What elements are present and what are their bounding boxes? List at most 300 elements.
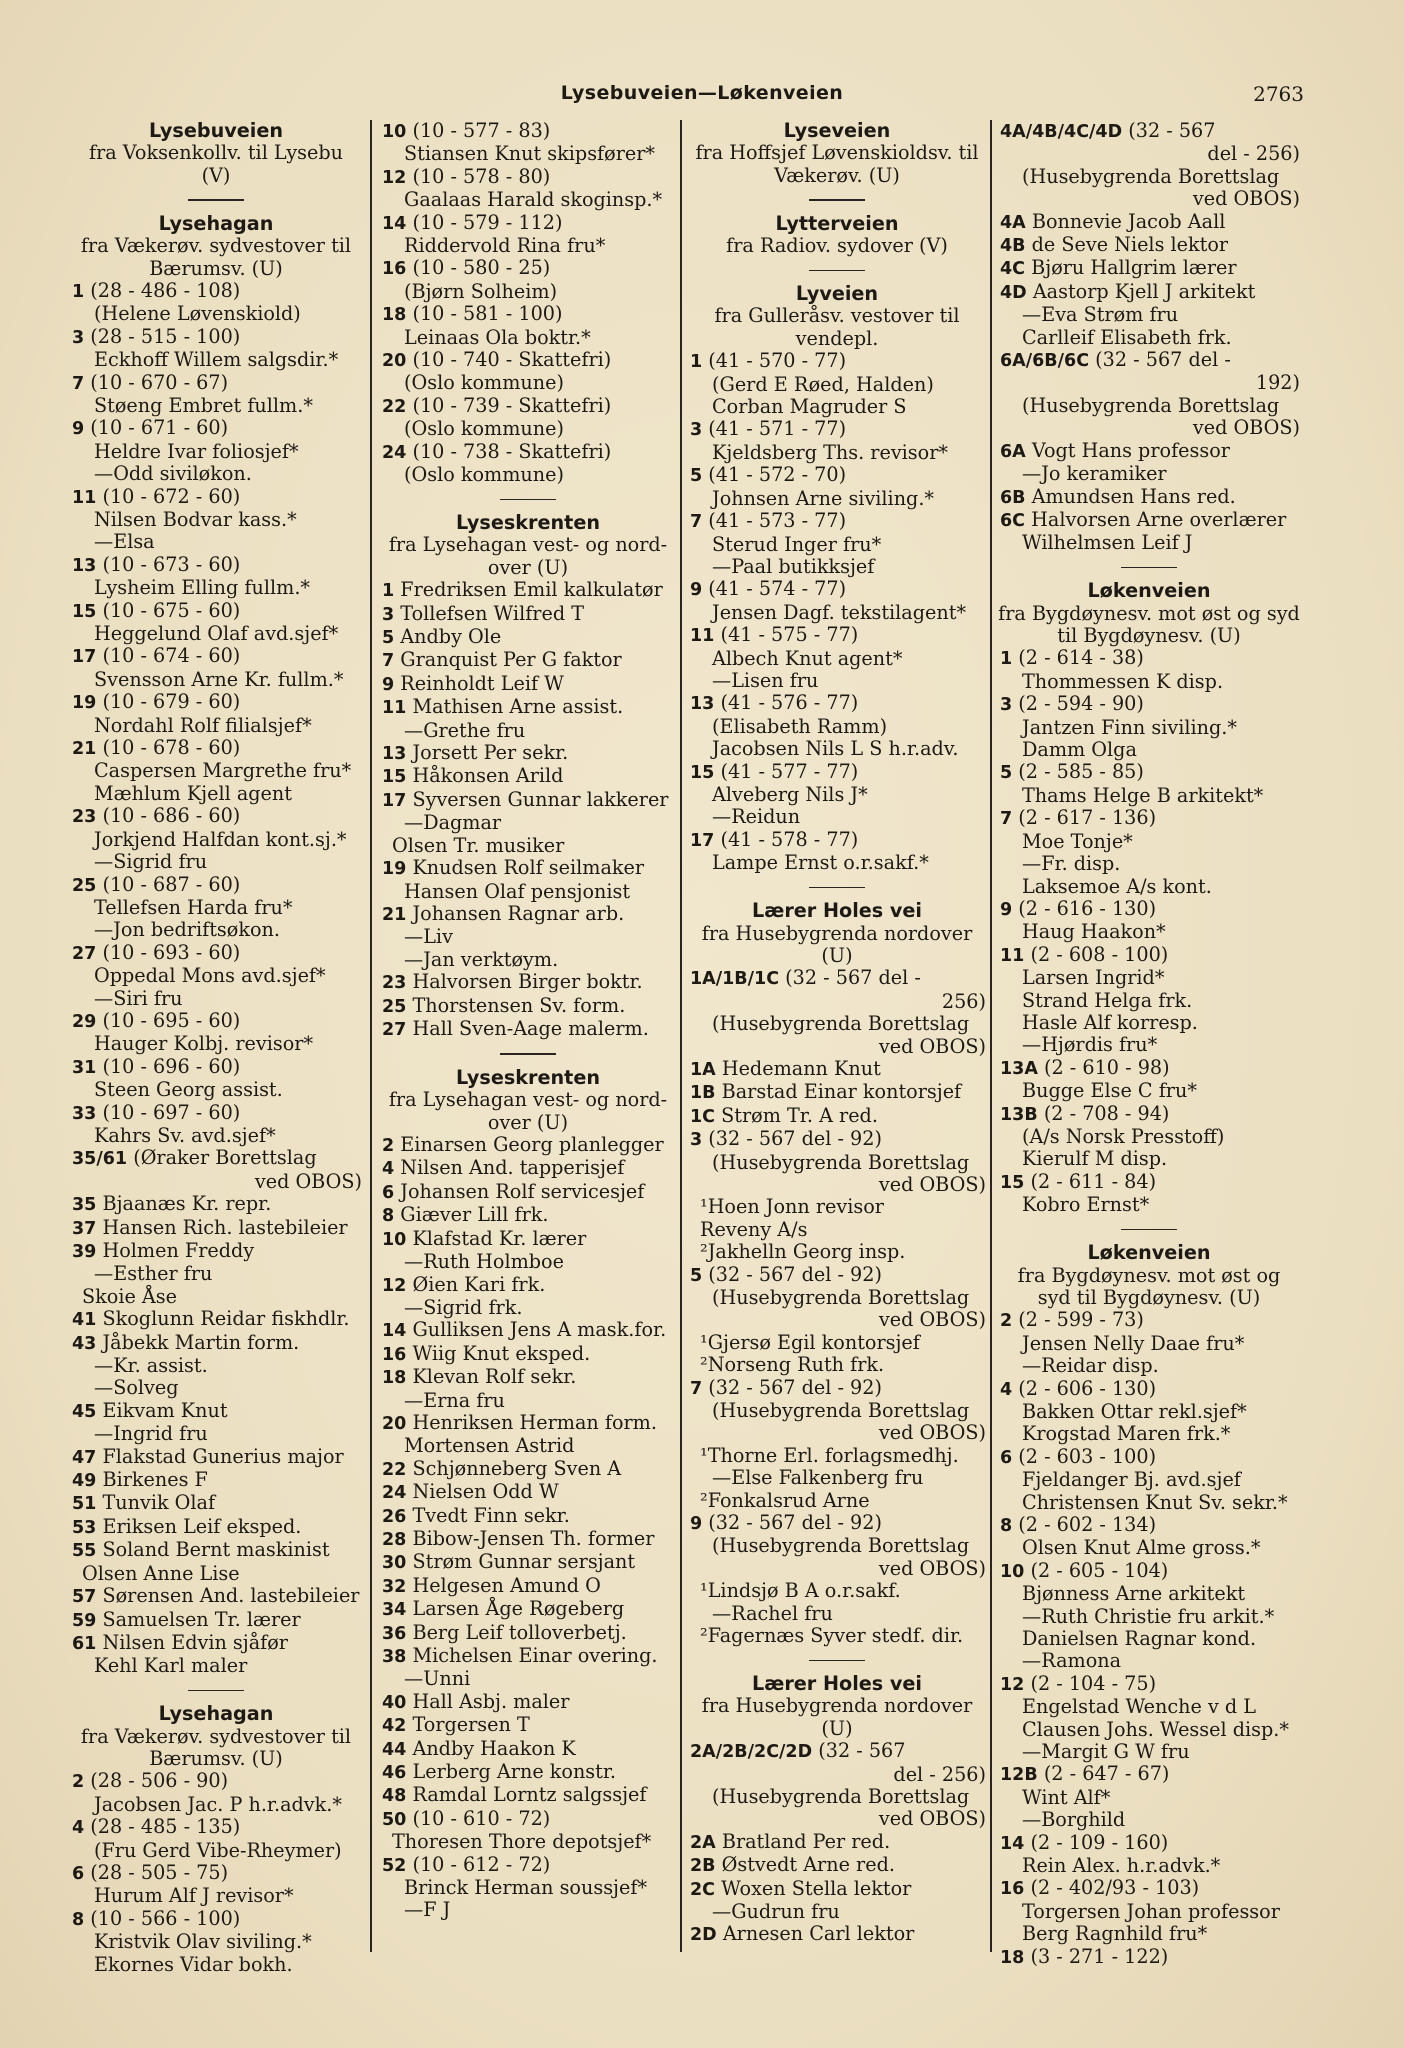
directory-entry xyxy=(994,1832,1304,1855)
street-description: Vækerøv. (U) xyxy=(774,163,900,187)
entry-text: Helgesen Amund O xyxy=(412,1573,601,1597)
entry-text: (Husebygrenda Borettslag xyxy=(712,1012,970,1036)
entry-text: —Ruth Holmboe xyxy=(404,1250,564,1274)
directory-entry xyxy=(994,785,1304,807)
entry-text: ²Norseng Ruth frk. xyxy=(700,1353,885,1377)
entry-text: Sterud Inger fru* xyxy=(712,532,882,556)
entry-text: (Fru Gerd Vibe-Rheymer) xyxy=(94,1838,342,1862)
entry-text: (2 - 610 - 98) xyxy=(1044,1055,1170,1079)
entry-text: Christensen Knut Sv. sekr.* xyxy=(1022,1490,1288,1514)
street-description: (U) xyxy=(821,943,853,967)
entry-text: (2 - 402/93 - 103) xyxy=(1030,1876,1200,1900)
entry-text: (2 - 104 - 75) xyxy=(1030,1671,1157,1695)
directory-entry xyxy=(66,1446,366,1469)
directory-entry xyxy=(66,1632,366,1655)
directory-entry xyxy=(66,509,366,531)
directory-entry xyxy=(66,1079,366,1101)
directory-entry xyxy=(994,990,1304,1012)
directory-entry xyxy=(994,395,1304,417)
directory-entry xyxy=(66,1885,366,1907)
entry-text: (10 - 673 - 60) xyxy=(102,552,241,576)
directory-entry xyxy=(66,1308,366,1331)
street-block xyxy=(684,199,990,257)
entry-text: Andby Haakon K xyxy=(412,1736,576,1760)
entry-text: Olsen Anne Lise xyxy=(82,1561,240,1585)
house-number: 2B xyxy=(690,1856,716,1877)
directory-entry xyxy=(684,1901,990,1923)
entry-text: (10 - 697 - 60) xyxy=(102,1100,241,1124)
directory-entry xyxy=(66,1125,366,1147)
directory-entry xyxy=(684,374,990,396)
directory-entry xyxy=(66,372,366,395)
house-number: 4A/4B/4C/4D xyxy=(1000,122,1123,142)
directory-entry xyxy=(684,1152,990,1174)
entry-text: (10 - 612 - 72) xyxy=(412,1852,551,1876)
directory-entry xyxy=(376,857,680,880)
entry-text: (Husebygrenda Borettslag xyxy=(712,1399,970,1423)
directory-entry xyxy=(66,1840,366,1862)
street-description: fra Lysehagan vest- og nord- xyxy=(388,1088,668,1112)
directory-entry xyxy=(376,1412,680,1435)
entry-text: Jensen Dagf. tekstilagent* xyxy=(712,600,967,624)
street-description: Bærumsv. (U) xyxy=(149,1747,283,1771)
section-separator xyxy=(1121,1229,1177,1231)
directory-entry xyxy=(994,1741,1304,1763)
section-separator xyxy=(500,499,556,501)
entry-text: Granquist Per G faktor xyxy=(400,648,622,672)
directory-entry xyxy=(994,807,1304,830)
directory-entry xyxy=(376,995,680,1018)
house-number: 12 xyxy=(1000,1674,1025,1695)
entry-text: Jåbekk Martin form. xyxy=(102,1330,300,1354)
directory-entry xyxy=(376,212,680,235)
street-heading: Lyseskrenten xyxy=(455,1065,601,1089)
entry-text: Torgersen T xyxy=(412,1713,530,1737)
directory-entry xyxy=(66,1400,366,1423)
directory-entry xyxy=(376,1831,680,1853)
entry-text: Tellefsen Harda fru* xyxy=(94,895,293,919)
directory-entry xyxy=(376,1481,680,1504)
directory-entry xyxy=(684,556,990,578)
street-block xyxy=(66,1690,366,1976)
directory-entry xyxy=(376,673,680,696)
running-title: Lysebuveien—Løkenveien xyxy=(560,82,844,104)
directory-entry xyxy=(66,577,366,599)
directory-entry xyxy=(66,486,366,509)
entry-text: —Odd siviløkon. xyxy=(94,462,252,486)
entry-text: Støeng Embret fullm.* xyxy=(94,393,313,417)
directory-entry xyxy=(376,603,680,626)
house-number: 18 xyxy=(1000,1947,1025,1968)
directory-entry xyxy=(376,235,680,257)
entry-text: Svensson Arne Kr. fullm.* xyxy=(94,667,344,691)
entry-text: Moe Tonje* xyxy=(1022,829,1133,853)
entry-text: Berg Ragnhild fru* xyxy=(1022,1922,1208,1946)
directory-entry xyxy=(66,417,366,440)
entry-text: Bugge Else C fru* xyxy=(1022,1079,1197,1103)
directory-entry xyxy=(684,1923,990,1946)
directory-entry xyxy=(66,1794,366,1816)
directory-entry xyxy=(376,1854,680,1877)
house-number: 25 xyxy=(382,996,407,1017)
house-number: 10 xyxy=(382,1229,407,1250)
entry-text: (Oslo kommune) xyxy=(404,463,564,487)
entry-text: —Sigrid frk. xyxy=(404,1295,523,1319)
entry-text: Steen Georg assist. xyxy=(94,1078,283,1102)
house-number: 12B xyxy=(1000,1765,1038,1786)
entry-text: (28 - 505 - 75) xyxy=(90,1861,229,1885)
directory-entry xyxy=(684,1580,990,1602)
house-number: 1 xyxy=(1000,649,1013,670)
house-number: 3 xyxy=(382,604,395,625)
entry-text: ¹Gjersø Egil kontorsjef xyxy=(700,1330,920,1354)
house-number: 31 xyxy=(72,1057,97,1078)
directory-entry xyxy=(376,1181,680,1204)
house-number: 37 xyxy=(72,1218,97,1239)
entry-text: Kahrs Sv. avd.sjef* xyxy=(94,1123,276,1147)
entry-text: Lerberg Arne konstr. xyxy=(412,1760,617,1784)
directory-entry xyxy=(376,1598,680,1621)
entry-text: ved OBOS) xyxy=(878,1807,986,1831)
house-number: 24 xyxy=(382,442,407,463)
directory-entry xyxy=(66,1377,366,1399)
entry-text: Danielsen Ragnar kond. xyxy=(1022,1627,1257,1650)
directory-entry xyxy=(994,1673,1304,1696)
directory-entry xyxy=(66,874,366,897)
street-heading: Lytterveien xyxy=(775,211,899,235)
entry-text: (Elisabeth Ramm) xyxy=(712,714,888,738)
directory-entry xyxy=(994,1171,1304,1194)
house-number: 45 xyxy=(72,1401,97,1422)
directory-entry xyxy=(994,853,1304,875)
directory-entry xyxy=(66,737,366,760)
directory-entry xyxy=(66,1033,366,1055)
entry-text: (41 - 572 - 70) xyxy=(708,463,847,487)
directory-entry xyxy=(66,669,366,691)
entry-text: Nordahl Rolf filialsjef* xyxy=(94,713,312,737)
house-number: 15 xyxy=(690,762,715,783)
house-number: 14 xyxy=(382,213,407,234)
house-number: 6A/6B/6C xyxy=(1000,351,1090,372)
directory-entry xyxy=(994,1877,1304,1900)
directory-entry xyxy=(376,1714,680,1737)
house-number: 9 xyxy=(690,580,703,601)
directory-entry xyxy=(684,418,990,441)
directory-entry xyxy=(684,1625,990,1647)
entry-text: Einarsen Georg planlegger xyxy=(400,1133,664,1157)
street-description: vendepl. xyxy=(795,326,879,350)
entry-text: Bjøru Hallgrim lærer xyxy=(1031,256,1237,280)
directory-entry xyxy=(66,395,366,417)
directory-entry xyxy=(376,696,680,719)
directory-entry xyxy=(376,281,680,303)
directory-entry xyxy=(66,919,366,941)
house-number: 20 xyxy=(382,351,407,372)
entry-text: —Else Falkenberg fru xyxy=(712,1466,924,1490)
house-number: 11 xyxy=(690,626,715,647)
directory-entry xyxy=(994,1719,1304,1741)
house-number: 16 xyxy=(1000,1879,1025,1900)
house-number: 8 xyxy=(72,1909,85,1930)
directory-entry xyxy=(66,760,366,782)
entry-text: Reinholdt Leif W xyxy=(400,671,564,695)
entry-text: Caspersen Margrethe fru* xyxy=(94,759,352,783)
directory-entry xyxy=(684,602,990,624)
page-number: 2763 xyxy=(1253,82,1304,106)
entry-text: (41 - 570 - 77) xyxy=(708,349,847,373)
entry-text: Strand Helga frk. xyxy=(1022,988,1193,1012)
entry-text: ¹Lindsjø B A o.r.sakf. xyxy=(700,1579,901,1603)
directory-entry xyxy=(66,805,366,828)
house-number: 14 xyxy=(382,1321,407,1342)
street-block xyxy=(66,120,366,187)
directory-entry xyxy=(66,554,366,577)
directory-entry xyxy=(994,1492,1304,1514)
house-number: 15 xyxy=(72,601,97,622)
street-heading: Lyveien xyxy=(795,282,879,306)
house-number: 39 xyxy=(72,1242,97,1262)
entry-text: Soland Bernt maskinist xyxy=(102,1538,330,1562)
directory-entry xyxy=(994,1401,1304,1423)
directory-entry xyxy=(66,1862,366,1885)
entry-text: Halvorsen Arne overlærer xyxy=(1031,507,1287,531)
directory-entry xyxy=(994,1333,1304,1355)
house-number: 44 xyxy=(382,1739,407,1760)
entry-text: Kehl Karl maler xyxy=(94,1654,248,1678)
directory-entry xyxy=(994,1034,1304,1056)
entry-text: Henriksen Herman form. xyxy=(412,1410,657,1434)
directory-entry xyxy=(994,257,1304,280)
directory-entry xyxy=(66,645,366,668)
entry-text: Jacobsen Nils L S h.r.adv. xyxy=(712,737,959,761)
entry-text: (41 - 571 - 77) xyxy=(708,417,847,441)
house-number: 15 xyxy=(1000,1172,1025,1193)
directory-entry xyxy=(994,647,1304,670)
directory-entry xyxy=(376,1134,680,1157)
directory-entry xyxy=(684,829,990,852)
house-number: 22 xyxy=(382,1459,407,1480)
house-number: 7 xyxy=(72,373,85,394)
directory-entry xyxy=(684,806,990,828)
entry-text: Hall Sven-Aage malerm. xyxy=(412,1016,649,1040)
entry-text: —Solveg xyxy=(94,1376,179,1400)
column-4 xyxy=(994,119,1304,1968)
entry-text: (10 - 577 - 83) xyxy=(412,119,551,142)
entry-text: Ramdal Lorntz salgssjef xyxy=(412,1783,647,1807)
directory-entry xyxy=(994,1126,1304,1148)
entry-text: Knudsen Rolf seilmaker xyxy=(412,856,645,880)
entry-text: (10 - 739 - Skattefri) xyxy=(412,393,612,417)
street-block xyxy=(376,120,680,487)
house-number: 22 xyxy=(382,396,407,417)
house-number: 2D xyxy=(690,1925,717,1946)
house-number: 16 xyxy=(382,1344,407,1365)
street-description: fra Lysehagan vest- og nord- xyxy=(388,533,668,557)
house-number: 13A xyxy=(1000,1058,1038,1079)
entry-text: ved OBOS) xyxy=(1192,416,1300,440)
house-number: 43 xyxy=(72,1333,97,1354)
directory-entry xyxy=(376,1274,680,1297)
entry-text: Eckhoff Willem salgsdir.* xyxy=(94,348,339,372)
directory-entry xyxy=(66,1908,366,1931)
entry-text: —Dagmar xyxy=(404,811,502,835)
directory-entry xyxy=(684,1831,990,1854)
entry-text: (10 - 671 - 60) xyxy=(90,416,229,440)
entry-text: Syversen Gunnar lakkerer xyxy=(412,787,669,811)
house-number: 61 xyxy=(72,1633,97,1654)
directory-entry xyxy=(684,1219,990,1241)
house-number: 11 xyxy=(1000,945,1025,966)
house-number: 6 xyxy=(72,1864,85,1885)
entry-text: ved OBOS) xyxy=(1192,187,1300,211)
house-number: 13 xyxy=(690,694,715,715)
directory-entry xyxy=(376,464,680,486)
directory-entry xyxy=(684,1445,990,1467)
section-separator xyxy=(500,1053,556,1055)
house-number: 6B xyxy=(1000,487,1026,508)
directory-entry xyxy=(376,1738,680,1761)
house-number: 4C xyxy=(1000,259,1026,280)
directory-entry xyxy=(994,440,1304,463)
directory-entry xyxy=(66,349,366,371)
directory-entry xyxy=(994,234,1304,257)
house-number: 33 xyxy=(72,1103,97,1124)
directory-entry xyxy=(994,304,1304,326)
entry-text: Bonnevie Jacob Aall xyxy=(1031,209,1226,233)
section-separator xyxy=(809,270,865,272)
entry-text: Øien Kari frk. xyxy=(412,1272,546,1296)
house-number: 21 xyxy=(382,904,407,925)
directory-entry xyxy=(994,120,1304,143)
entry-text: ²Fagernæs Syver stedf. dir. xyxy=(700,1624,964,1648)
entry-text: (2 - 606 - 130) xyxy=(1018,1376,1157,1400)
house-number: 1C xyxy=(690,1106,716,1127)
entry-text: Olsen Knut Alme gross.* xyxy=(1022,1536,1261,1560)
directory-entry xyxy=(376,1505,680,1528)
directory-entry xyxy=(66,1240,366,1263)
column-2 xyxy=(376,120,680,1950)
directory-entry xyxy=(684,1287,990,1309)
entry-text: —Paal butikksjef xyxy=(712,554,875,578)
entry-text: (10 - 693 - 60) xyxy=(102,940,241,964)
entry-text: —Esther fru xyxy=(94,1262,213,1286)
entry-text: Amundsen Hans red. xyxy=(1031,484,1236,508)
house-number: 13 xyxy=(382,744,407,765)
entry-text: Eikvam Knut xyxy=(102,1398,228,1422)
entry-text: Hedemann Knut xyxy=(721,1056,881,1080)
directory-entry xyxy=(66,1102,366,1125)
directory-entry xyxy=(994,1583,1304,1605)
entry-text: —Borghild xyxy=(1022,1808,1126,1832)
entry-text: Halvorsen Birger boktr. xyxy=(412,970,643,994)
entry-text: (Husebygrenda Borettslag xyxy=(712,1534,970,1558)
house-number: 4D xyxy=(1000,282,1027,303)
directory-entry xyxy=(684,350,990,373)
directory-entry xyxy=(66,783,366,805)
entry-text: (2 - 605 - 104) xyxy=(1030,1558,1169,1582)
house-number: 2A xyxy=(690,1832,716,1853)
entry-text: —Gudrun fru xyxy=(712,1900,840,1924)
entry-text: (10 - 610 - 72) xyxy=(412,1806,551,1830)
house-number: 4 xyxy=(382,1159,395,1180)
street-heading: Lærer Holes vei xyxy=(752,1672,922,1695)
entry-text: (10 - 580 - 25) xyxy=(412,256,551,280)
entry-text: (Bjørn Solheim) xyxy=(404,279,558,303)
entry-text: Gulliksen Jens A mask.for. xyxy=(412,1318,667,1342)
directory-entry xyxy=(376,626,680,649)
directory-entry xyxy=(376,1458,680,1481)
entry-text: del - 256) xyxy=(1207,142,1300,166)
entry-text: Mæhlum Kjell agent xyxy=(94,781,292,805)
entry-text: (10 - 670 - 67) xyxy=(90,370,229,394)
street-description: syd til Bygdøynesv. (U) xyxy=(1037,1285,1261,1309)
directory-entry xyxy=(684,1332,990,1354)
entry-text: Johansen Ragnar arb. xyxy=(412,901,625,925)
entry-text: Larsen Ingrid* xyxy=(1022,966,1165,990)
house-number: 3 xyxy=(690,1130,703,1151)
street-description: (V) xyxy=(201,163,231,187)
entry-text: (10 - 566 - 100) xyxy=(90,1906,241,1930)
house-number: 2A/2B/2C/2D xyxy=(690,1742,813,1763)
entry-text: —Ruth Christie fru arkit.* xyxy=(1022,1604,1275,1628)
directory-entry xyxy=(66,715,366,737)
entry-text: Nilsen Bodvar kass.* xyxy=(94,508,297,531)
directory-entry xyxy=(994,349,1304,372)
entry-text: Nilsen And. tapperisjef xyxy=(400,1156,625,1180)
house-number: 28 xyxy=(382,1529,407,1550)
entry-text: ¹Hoen Jonn revisor xyxy=(700,1195,884,1219)
entry-text: (28 - 515 - 100) xyxy=(90,324,241,348)
entry-text: Sørensen And. lastebileier xyxy=(102,1584,360,1608)
entry-text: Jensen Nelly Daae fru* xyxy=(1022,1331,1245,1355)
directory-entry xyxy=(66,1539,366,1562)
entry-text: —Lisen fru xyxy=(712,668,819,692)
house-number: 7 xyxy=(382,651,395,672)
entry-text: —Jon bedriftsøkon. xyxy=(94,918,280,942)
directory-entry xyxy=(376,1297,680,1319)
directory-entry xyxy=(66,1171,366,1193)
directory-entry xyxy=(66,280,366,303)
house-number: 3 xyxy=(72,327,85,348)
entry-text: (32 - 567 del - 92) xyxy=(708,1262,882,1286)
entry-text: (2 - 617 - 136) xyxy=(1018,806,1157,830)
directory-entry xyxy=(994,876,1304,898)
street-description: fra Bygdøynesv. mot øst og syd xyxy=(998,601,1300,625)
entry-text: (2 - 109 - 160) xyxy=(1030,1830,1169,1854)
directory-entry xyxy=(994,717,1304,739)
entry-text: (Gerd E Røed, Halden) xyxy=(712,372,934,396)
entry-text: Hauger Kolbj. revisor* xyxy=(94,1032,314,1056)
directory-entry xyxy=(994,1537,1304,1559)
directory-entry xyxy=(376,395,680,418)
entry-text: Stiansen Knut skipsfører* xyxy=(404,142,655,166)
entry-text: (10 - 687 - 60) xyxy=(102,872,241,896)
directory-entry xyxy=(994,693,1304,716)
house-number: 5 xyxy=(690,466,703,487)
street-description: fra Vækerøv. sydvestover til xyxy=(80,234,352,258)
entry-text: Jantzen Finn siviling.* xyxy=(1022,715,1237,739)
street-heading: Lysehagan xyxy=(158,211,274,235)
directory-entry xyxy=(684,1377,990,1400)
street-heading: Lærer Holes vei xyxy=(752,899,922,923)
entry-text: Bjønness Arne arkitekt xyxy=(1022,1582,1246,1606)
house-number: 9 xyxy=(382,674,395,695)
entry-text: Bibow-Jensen Th. former xyxy=(412,1526,655,1550)
directory-entry xyxy=(684,670,990,692)
directory-entry xyxy=(376,1691,680,1714)
directory-entry xyxy=(684,1490,990,1512)
directory-entry xyxy=(684,624,990,647)
